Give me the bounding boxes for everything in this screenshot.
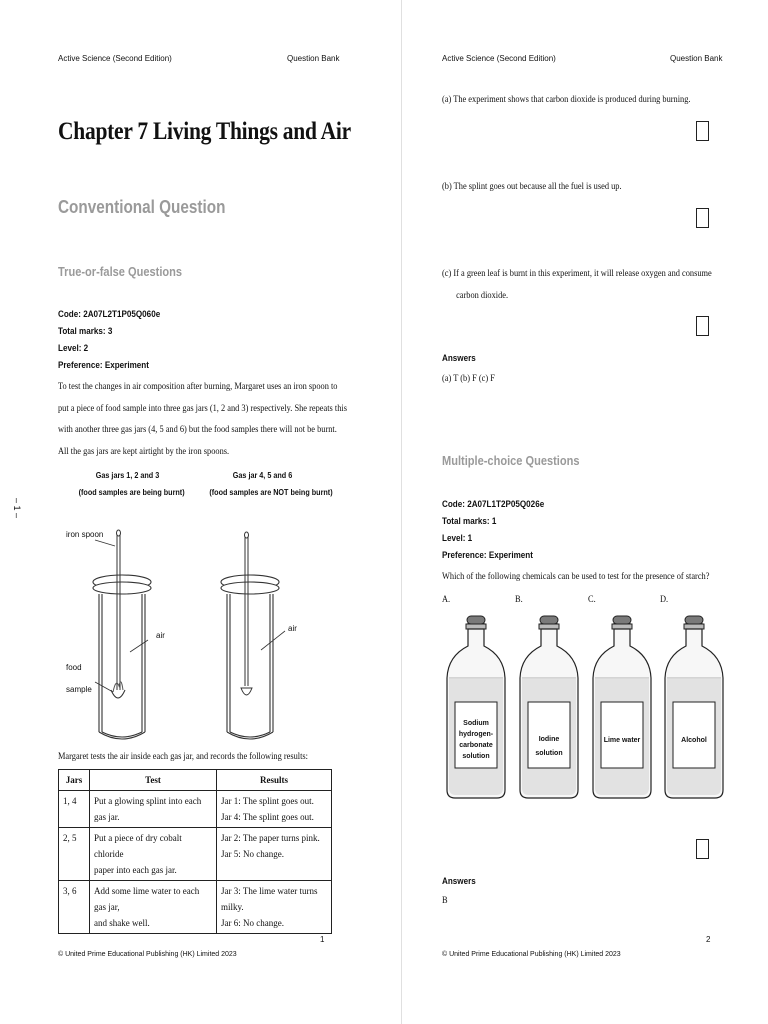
cell-result-line: Jar 4: The splint goes out. — [221, 812, 314, 822]
jar-caption-left — [70, 467, 185, 501]
jar-caption-left-line1: Gas jars 1, 2 and 3 — [95, 470, 160, 480]
cell-result-line: Jar 3: The lime water turns milky. — [221, 886, 318, 912]
label-sample: sample — [66, 685, 92, 694]
statement-c — [442, 263, 712, 307]
subsection-title: True-or-false Questions — [58, 264, 183, 279]
label-air-right: air — [288, 624, 297, 633]
mc-section-title: Multiple-choice Questions — [442, 453, 580, 468]
table-row — [59, 881, 332, 934]
bottle-label-a — [455, 718, 497, 762]
spoon-pointer — [95, 540, 115, 546]
cell-results — [217, 881, 332, 934]
cell-test — [90, 881, 217, 934]
header-question-bank: Question Bank — [287, 54, 340, 63]
cell-jars: 2, 5 — [59, 828, 90, 881]
bottle-b — [520, 616, 578, 798]
answer-checkbox-a[interactable] — [696, 121, 709, 141]
cell-test-line: paper into each gas jar. — [94, 865, 177, 875]
jar-caption-right-line2: (food samples are NOT being burnt) — [209, 487, 333, 497]
cell-result-line: Jar 5: No change. — [221, 849, 284, 859]
food-pointer — [95, 682, 113, 692]
cell-result-line: Jar 6: No change. — [221, 918, 284, 928]
bottle-label-line: Alcohol — [681, 737, 707, 744]
answer-checkbox-b[interactable] — [696, 208, 709, 228]
answer-checkbox-c[interactable] — [696, 316, 709, 336]
intro-line: All the gas jars are kept airtight by the iron spoons. — [58, 446, 230, 457]
table-header-row — [59, 770, 332, 791]
chemical-bottles — [442, 612, 742, 807]
page-number: 1 — [320, 935, 325, 944]
answers-true-false: (a) T (b) F (c) F — [442, 374, 495, 384]
cell-test-line: Put a glowing splint into each gas jar. — [94, 796, 202, 822]
cell-result-line: Jar 1: The splint goes out. — [221, 796, 314, 806]
bottle-d — [665, 616, 723, 798]
page-number: 2 — [706, 935, 711, 944]
answers-label: Answers — [442, 353, 476, 363]
question-code: Code: 2A07L2T1P05Q060e — [58, 309, 161, 319]
question-intro — [58, 377, 347, 463]
statement-c-line2: carbon dioxide. — [456, 291, 509, 301]
table-row — [59, 828, 332, 881]
statement-c-line1: (c) If a green leaf is burnt in this experiment, it will release oxygen and consume — [442, 269, 712, 279]
col-header-jars: Jars — [59, 770, 90, 791]
cell-jars: 1, 4 — [59, 791, 90, 828]
label-food: food — [66, 663, 82, 672]
level: Level: 1 — [442, 533, 473, 543]
chapter-title: Chapter 7 Living Things and Air — [58, 118, 351, 145]
option-c-label[interactable]: C. — [588, 595, 596, 605]
cell-result-line: Jar 2: The paper turns pink. — [221, 833, 320, 843]
statement-b: (b) The splint goes out because all the fuel is used up. — [442, 182, 622, 192]
jar-caption-right-line1: Gas jar 4, 5 and 6 — [232, 470, 293, 480]
copyright-footer: © United Prime Educational Publishing (HK) Limited 2023 — [58, 951, 237, 958]
bottle-label-line: Lime water — [603, 737, 641, 744]
gas-jar-right — [221, 575, 279, 739]
option-a-label[interactable]: A. — [442, 595, 451, 605]
gas-jar-left — [93, 575, 151, 739]
bottle-c — [593, 616, 651, 798]
page-2 — [384, 0, 768, 1024]
answers-label: Answers — [442, 876, 476, 886]
results-intro: Margaret tests the air inside each gas jar, and records the following results: — [58, 752, 309, 762]
jar-caption-left-line2: (food samples are being burnt) — [78, 487, 185, 497]
iron-spoon-right — [241, 532, 252, 695]
cell-results — [217, 791, 332, 828]
mc-question-meta — [442, 496, 544, 564]
total-marks: Total marks: 3 — [58, 326, 113, 336]
bottle-label-b — [528, 733, 570, 761]
edge-page-mark: – 1 – — [12, 498, 22, 519]
iron-spoon-left — [111, 530, 125, 698]
option-b-label[interactable]: B. — [515, 595, 523, 605]
option-d-label[interactable]: D. — [660, 595, 669, 605]
copyright-footer: © United Prime Educational Publishing (HK) Limited 2023 — [442, 951, 621, 958]
header-question-bank: Question Bank — [670, 54, 723, 63]
cell-test-line: Put a piece of dry cobalt chloride — [94, 833, 182, 859]
statement-a: (a) The experiment shows that carbon dioxide is produced during burning. — [442, 95, 691, 105]
label-air-left: air — [156, 631, 165, 640]
bottle-label-line: hydrogen- — [458, 731, 494, 738]
bottle-label-line: solution — [535, 750, 563, 757]
label-iron-spoon: iron spoon — [66, 530, 104, 539]
bottle-a — [447, 616, 505, 798]
results-table — [58, 769, 332, 934]
intro-line: with another three gas jars (4, 5 and 6) but the food samples there will not be burnt. — [58, 425, 337, 435]
answer-checkbox-mc[interactable] — [696, 839, 709, 859]
col-header-results: Results — [217, 770, 332, 791]
preference: Preference: Experiment — [58, 360, 149, 370]
level: Level: 2 — [58, 343, 89, 353]
cell-test-line: and shake well. — [94, 918, 150, 928]
cell-results — [217, 828, 332, 881]
section-title: Conventional Question — [58, 197, 226, 217]
intro-line: put a piece of food sample into three gas jars (1, 2 and 3) respectively. She repeats this — [58, 403, 347, 414]
bottle-label-line: solution — [462, 753, 490, 760]
question-meta — [58, 306, 160, 374]
bottle-label-line: carbonate — [459, 742, 493, 749]
cell-test — [90, 828, 217, 881]
preference: Preference: Experiment — [442, 550, 533, 560]
mc-question: Which of the following chemicals can be used to test for the presence of starch? — [442, 572, 710, 582]
cell-test — [90, 791, 217, 828]
gas-jar-diagram — [55, 520, 355, 750]
header-book-title: Active Science (Second Edition) — [58, 54, 172, 63]
bottle-label-line: Iodine — [538, 736, 560, 743]
bottle-label-line: Sodium — [463, 720, 489, 727]
cell-test-line: Add some lime water to each gas jar, — [94, 886, 200, 912]
bottle-label-d — [673, 735, 715, 746]
col-header-test: Test — [90, 770, 217, 791]
header-book-title: Active Science (Second Edition) — [442, 54, 556, 63]
total-marks: Total marks: 1 — [442, 516, 497, 526]
table-row — [59, 791, 332, 828]
answer-mc: B — [442, 896, 448, 906]
question-code: Code: 2A07L1T2P05Q026e — [442, 499, 545, 509]
cell-jars: 3, 6 — [59, 881, 90, 934]
jar-caption-right — [200, 467, 333, 501]
intro-line: To test the changes in air composition after burning, Margaret uses an iron spoon to — [58, 382, 338, 392]
bottle-label-c — [601, 735, 643, 746]
